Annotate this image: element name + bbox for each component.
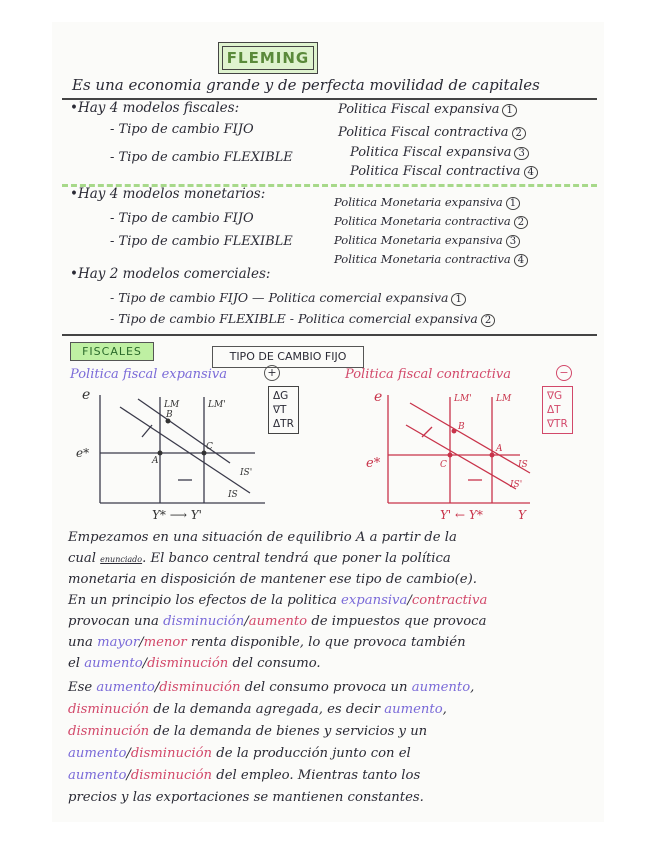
explanation-line: En un principio los efectos de la politica expansiva/contractiva bbox=[68, 593, 488, 608]
commercial-row: - Tipo de cambio FIJO — Politica comercial expansiva 1 bbox=[110, 290, 466, 305]
fiscal-item: Politica Fiscal expansiva 1 bbox=[338, 102, 517, 117]
e-star-label: e* bbox=[76, 446, 90, 460]
lm-label: LM bbox=[496, 394, 512, 404]
point-b bbox=[452, 429, 457, 434]
right-is-lm-diagram bbox=[360, 385, 540, 525]
plus-sign: + bbox=[264, 365, 280, 381]
monetary-item: Politica Monetaria contractiva 4 bbox=[334, 252, 528, 266]
is2-label: IS' bbox=[240, 468, 253, 478]
explanation-line: una mayor/menor renta disponible, lo que provoca también bbox=[68, 635, 466, 650]
explanation-line: el aumento/disminución del consumo. bbox=[68, 656, 321, 671]
fiscal-flexible: - Tipo de cambio FLEXIBLE bbox=[110, 150, 293, 165]
left-effects-box: ΔG ∇T ΔTR bbox=[268, 386, 299, 434]
is2-label: IS' bbox=[510, 480, 523, 490]
divider bbox=[62, 334, 597, 336]
explanation-line: Ese aumento/disminución del consumo provoca un aumento, bbox=[68, 680, 475, 695]
lm2-label: LM' bbox=[208, 400, 226, 410]
lm-label: LM bbox=[164, 400, 180, 410]
section-label: FISCALES bbox=[70, 342, 154, 361]
label-b: B bbox=[458, 422, 465, 432]
is-label: IS bbox=[518, 460, 528, 470]
right-effects-box: ∇G ΔT ∇TR bbox=[542, 386, 573, 434]
y-axis-label: e bbox=[82, 387, 91, 403]
explanation-line: Empezamos en una situación de equilibrio A a partir de la bbox=[68, 530, 457, 545]
minus-sign: − bbox=[556, 365, 572, 381]
section-box: TIPO DE CAMBIO FIJO bbox=[212, 346, 364, 368]
page-title: FLEMING bbox=[218, 42, 318, 74]
fiscal-item: Politica Fiscal contractiva 4 bbox=[350, 164, 538, 179]
monetary-flexible: - Tipo de cambio FLEXIBLE bbox=[110, 234, 293, 249]
arrow bbox=[422, 427, 432, 437]
point-a bbox=[490, 453, 495, 458]
label-a: A bbox=[152, 456, 159, 466]
is2-curve bbox=[406, 425, 516, 489]
fiscal-item: Politica Fiscal expansiva 3 bbox=[350, 145, 529, 160]
monetary-item: Politica Monetaria expansiva 1 bbox=[334, 195, 520, 209]
fiscal-fijo: - Tipo de cambio FIJO bbox=[110, 122, 254, 137]
explanation-line: precios y las exportaciones se mantienen constantes. bbox=[68, 790, 424, 805]
commercial-heading: •Hay 2 modelos comerciales: bbox=[70, 266, 271, 282]
monetary-fijo: - Tipo de cambio FIJO bbox=[110, 211, 254, 226]
explanation-line: disminución de la demanda agregada, es decir aumento, bbox=[68, 702, 447, 717]
explanation-line: aumento/disminución de la producción junto con el bbox=[68, 746, 411, 761]
fiscal-item: Politica Fiscal contractiva 2 bbox=[338, 125, 526, 140]
point-c bbox=[448, 453, 453, 458]
x-axis-label: Y* ⟶ Y' bbox=[152, 508, 202, 522]
explanation-line: aumento/disminución del empleo. Mientras tanto los bbox=[68, 768, 421, 783]
explanation-line: cual enunciado. El banco central tendrá que poner la política bbox=[68, 551, 451, 566]
monetary-item: Politica Monetaria expansiva 3 bbox=[334, 233, 520, 247]
right-graph-heading: Politica fiscal contractiva bbox=[345, 367, 511, 382]
explanation-line: monetaria en disposición de mantener ese tipo de cambio(e). bbox=[68, 572, 477, 587]
label-c: C bbox=[440, 460, 447, 470]
monetary-item: Politica Monetaria contractiva 2 bbox=[334, 214, 528, 228]
left-graph-heading: Politica fiscal expansiva bbox=[70, 367, 227, 382]
lm2-label: LM' bbox=[454, 394, 472, 404]
explanation-line: provocan una disminución/aumento de impuestos que provoca bbox=[68, 614, 487, 629]
arrow bbox=[142, 425, 152, 437]
is-label: IS bbox=[228, 490, 238, 500]
x-axis-label: Y' ← Y* bbox=[440, 508, 483, 522]
label-a: A bbox=[496, 444, 503, 454]
left-is-lm-diagram bbox=[76, 385, 280, 525]
y-label: Y bbox=[518, 508, 526, 522]
fiscal-heading: •Hay 4 modelos fiscales: bbox=[70, 100, 240, 116]
y-axis-label: e bbox=[374, 389, 383, 405]
explanation-line: disminución de la demanda de bienes y servicios y un bbox=[68, 724, 428, 739]
point-a bbox=[158, 451, 163, 456]
e-star-label: e* bbox=[366, 456, 381, 471]
intro-line: Es una economia grande y de perfecta movilidad de capitales bbox=[72, 76, 540, 94]
label-c: C bbox=[206, 442, 213, 452]
label-b: B bbox=[166, 410, 173, 420]
monetary-heading: •Hay 4 modelos monetarios: bbox=[70, 186, 266, 202]
commercial-row: - Tipo de cambio FLEXIBLE - Politica comercial expansiva 2 bbox=[110, 311, 495, 326]
